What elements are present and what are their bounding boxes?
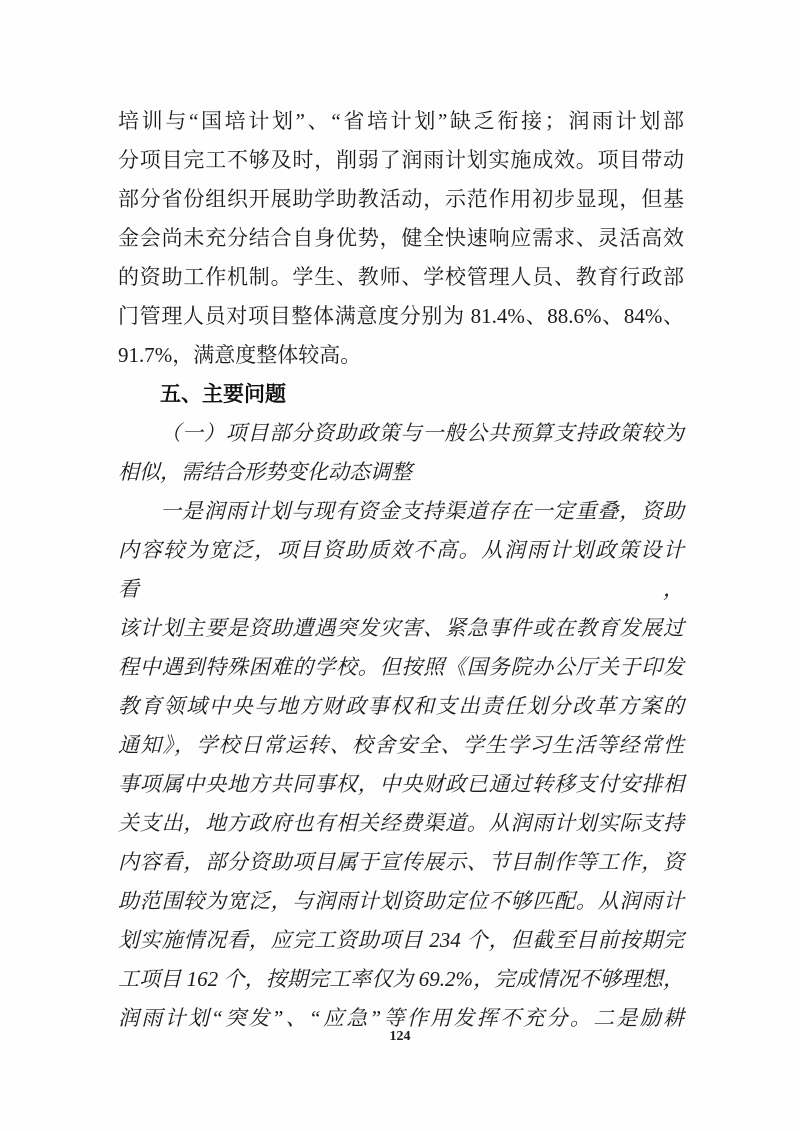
page-number: 124: [389, 1029, 411, 1044]
page-content: [118, 102, 684, 1038]
subsection-heading: [118, 414, 684, 492]
text-line: 部分省份组织开展助学助教活动，示范作用初步显现，但基: [118, 187, 684, 211]
text-line: 培训与“国培计划”、“省培计划”缺乏衔接；润雨计划部: [118, 109, 684, 133]
paragraph-issue-one: [118, 492, 684, 1038]
text-line: 金会尚未充分结合自身优势，健全快速响应需求、灵活高效: [118, 226, 684, 250]
text-line: 门管理人员对项目整体满意度分别为 81.4%、88.6%、84%、: [118, 304, 684, 328]
text-line: 91.7%，满意度整体较高。: [118, 343, 362, 367]
text-line: 内容看，部分资助项目属于宣传展示、节目制作等工作，资: [118, 850, 684, 874]
text-line: 内容较为宽泛，项目资助质效不高。从润雨计划政策设计看，: [118, 538, 684, 601]
text-line: 的资助工作机制。学生、教师、学校管理人员、教育行政部: [118, 265, 684, 289]
text-line: 分项目完工不够及时，削弱了润雨计划实施成效。项目带动: [118, 148, 684, 172]
text-line: （一）项目部分资助政策与一般公共预算支持政策较为: [160, 421, 684, 445]
text-line: 通知》，学校日常运转、校舍安全、学生学习生活等经常性: [118, 733, 684, 757]
text-line: 该计划主要是资助遭遇突发灾害、紧急事件或在教育发展过: [118, 616, 684, 640]
text-line: 程中遇到特殊困难的学校。但按照《国务院办公厅关于印发: [118, 655, 684, 679]
text-line: 事项属中央地方共同事权，中央财政已通过转移支付安排相: [118, 772, 684, 796]
text-line: 关支出，地方政府也有相关经费渠道。从润雨计划实际支持: [118, 811, 684, 835]
text-line: 划实施情况看，应完工资助项目 234 个，但截至目前按期完: [118, 928, 684, 952]
text-line: 润雨计划“突发”、“应急”等作用发挥不充分。二是励耕: [118, 1006, 684, 1030]
text-line: 相似，需结合形势变化动态调整: [118, 460, 412, 484]
text-line: 一是润雨计划与现有资金支持渠道存在一定重叠，资助: [160, 499, 684, 523]
text-line: 助范围较为宽泛，与润雨计划资助定位不够匹配。从润雨计: [118, 889, 684, 913]
text-line: 教育领域中央与地方财政事权和支出责任划分改革方案的: [118, 694, 684, 718]
paragraph-satisfaction: [118, 102, 684, 375]
section-heading: 五、主要问题: [160, 383, 286, 406]
text-line: 工项目 162 个，按期完工率仅为 69.2%，完成情况不够理想，: [118, 967, 684, 991]
